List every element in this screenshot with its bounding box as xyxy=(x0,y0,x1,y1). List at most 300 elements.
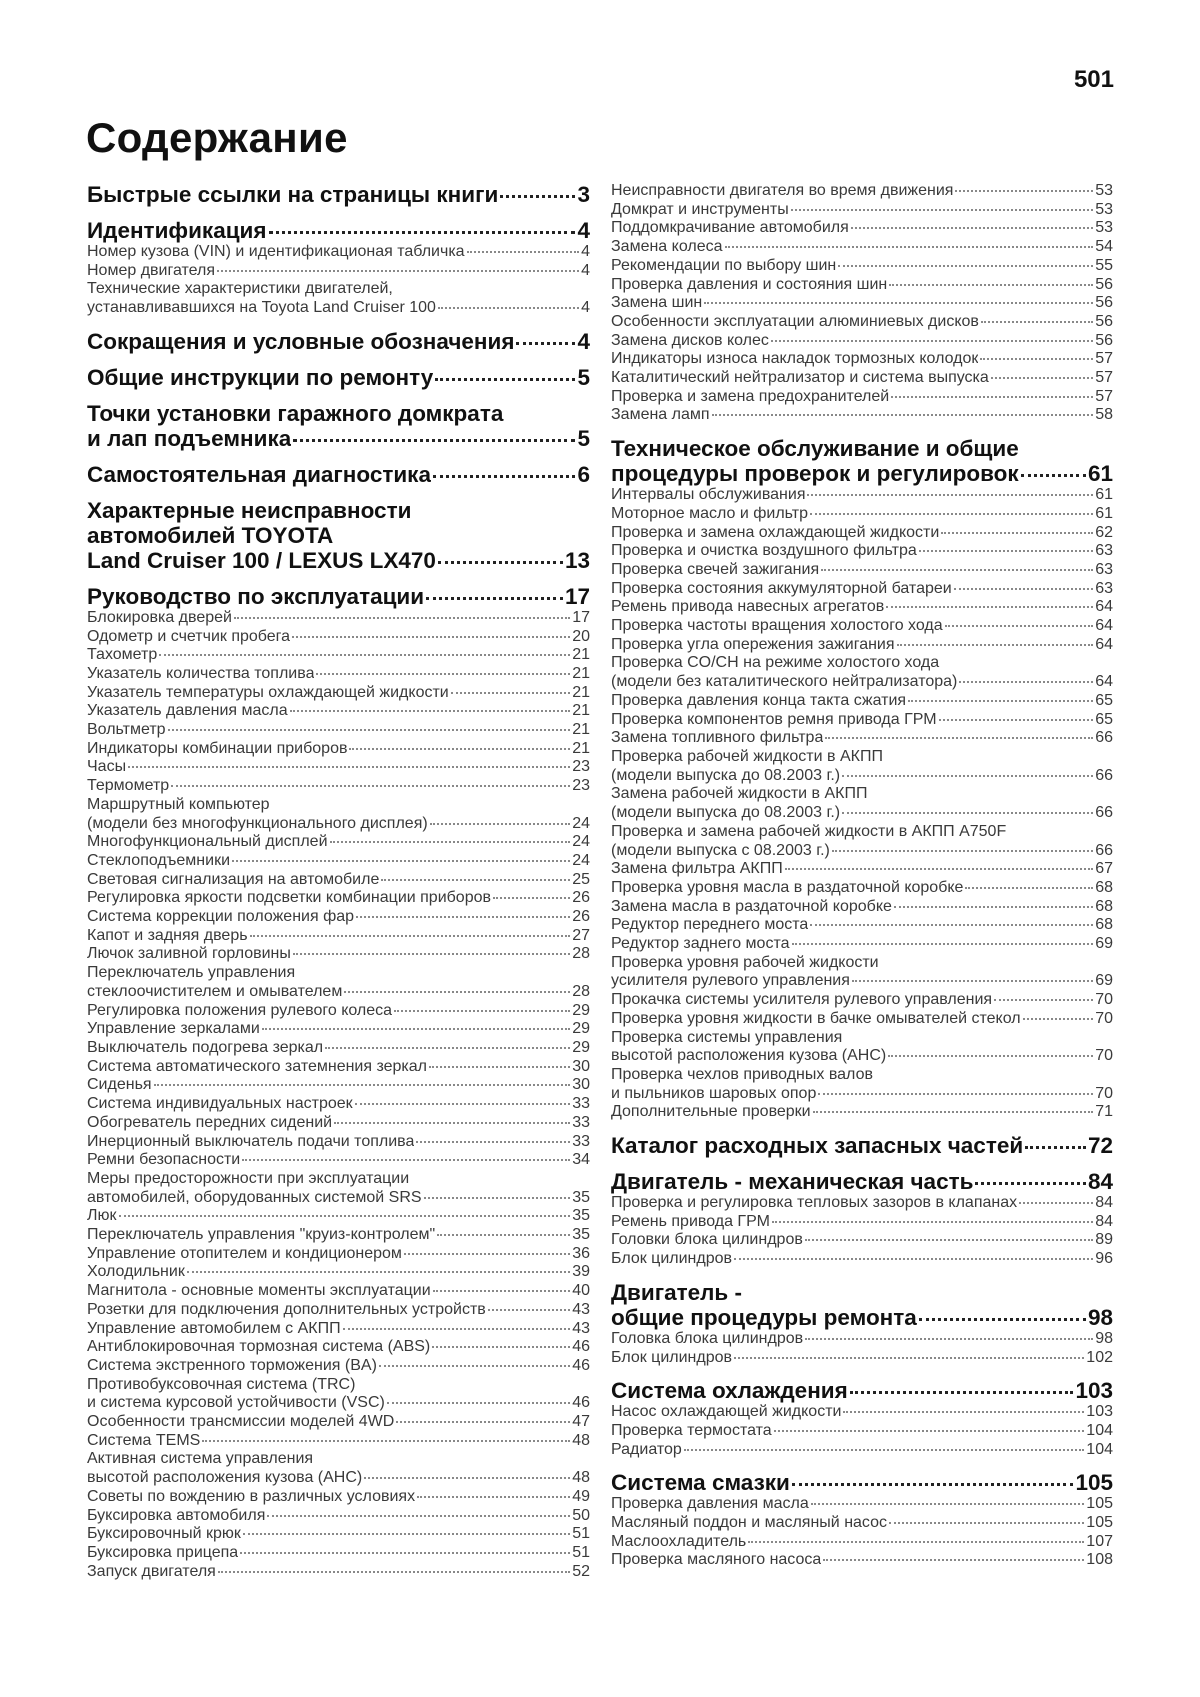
toc-item[interactable] xyxy=(87,1413,590,1432)
entry-title: Инерционный выключатель подачи топлива xyxy=(87,1132,415,1150)
entry-row xyxy=(611,1103,1113,1122)
toc-item[interactable] xyxy=(87,1263,590,1282)
entry-title: Розетки для подключения дополнительных устройств xyxy=(87,1300,486,1318)
toc-item[interactable] xyxy=(87,1563,590,1582)
entry-page-number: 29 xyxy=(572,1020,590,1038)
entry-row xyxy=(611,1349,1113,1368)
toc-item[interactable] xyxy=(611,954,1113,991)
dot-leader xyxy=(433,1290,571,1292)
toc-item[interactable] xyxy=(611,1250,1113,1269)
entry-page-number: 51 xyxy=(572,1543,590,1561)
toc-item[interactable] xyxy=(87,1114,590,1133)
entry-title: Проверка давления масла xyxy=(611,1495,809,1513)
entry-title: Буксировка прицепа xyxy=(87,1543,239,1561)
entry-page-number: 34 xyxy=(572,1151,590,1169)
entry-title: Система TEMS xyxy=(87,1431,201,1449)
section-heading[interactable] xyxy=(611,1378,1113,1403)
entry-row xyxy=(87,758,590,777)
entry-row xyxy=(611,860,1113,879)
entry-page-number: 29 xyxy=(572,1038,590,1056)
entry-row xyxy=(87,684,590,703)
section-heading[interactable] xyxy=(611,436,1113,486)
entry-row xyxy=(87,1525,590,1544)
entry-page-number: 17 xyxy=(564,583,590,609)
entry-title: и лап подъемника xyxy=(87,425,292,451)
entry-row xyxy=(611,542,1113,561)
toc-item[interactable] xyxy=(87,889,590,908)
entry-page-number: 48 xyxy=(572,1431,590,1449)
toc-item[interactable] xyxy=(87,1076,590,1095)
toc-item[interactable] xyxy=(611,1066,1113,1103)
entry-title: Индикаторы комбинации приборов xyxy=(87,739,348,757)
toc-item[interactable] xyxy=(87,1507,590,1526)
entry-page-number: 57 xyxy=(1095,350,1113,368)
toc-section xyxy=(87,401,590,451)
toc-item[interactable] xyxy=(611,692,1113,711)
dot-leader xyxy=(825,737,1093,739)
dot-leader xyxy=(889,1522,1084,1524)
entry-title: Неисправности двигателя во время движения xyxy=(611,182,954,199)
dot-leader xyxy=(851,227,1093,229)
dot-leader xyxy=(792,943,1094,945)
toc-item[interactable] xyxy=(87,628,590,647)
dot-leader xyxy=(975,1182,1086,1185)
toc-section xyxy=(87,498,590,573)
entry-page-number: 43 xyxy=(572,1300,590,1318)
section-heading[interactable] xyxy=(87,329,590,354)
toc-item[interactable] xyxy=(611,785,1113,822)
toc-item[interactable] xyxy=(611,1514,1113,1533)
entry-title-line: автомобилей TOYOTA xyxy=(87,522,334,548)
entry-page-number: 4 xyxy=(581,243,590,260)
toc-item[interactable] xyxy=(611,561,1113,580)
entry-title: Проверка и регулировка тепловых зазоров в клапанах xyxy=(611,1194,1018,1212)
entry-row xyxy=(611,1533,1113,1552)
entry-title: (модели без многофункционального дисплея) xyxy=(87,814,428,832)
toc-item[interactable] xyxy=(87,740,590,759)
dot-leader xyxy=(712,414,1094,416)
section-heading[interactable] xyxy=(611,1133,1113,1158)
entry-row xyxy=(87,1301,590,1320)
entry-row xyxy=(611,1085,1113,1104)
entry-page-number: 64 xyxy=(1095,617,1113,635)
entry-row xyxy=(611,201,1113,220)
toc-item[interactable] xyxy=(611,350,1113,369)
entry-page-number: 52 xyxy=(572,1562,590,1580)
dot-leader xyxy=(1023,1018,1094,1020)
entry-row xyxy=(87,1488,590,1507)
toc-item[interactable] xyxy=(611,1231,1113,1250)
toc-item[interactable] xyxy=(611,542,1113,561)
entry-page-number: 103 xyxy=(1075,1378,1113,1404)
toc-item[interactable] xyxy=(611,729,1113,748)
toc-item[interactable] xyxy=(611,313,1113,332)
dot-leader xyxy=(734,1357,1084,1359)
entry-page-number: 107 xyxy=(1086,1532,1113,1550)
dot-leader xyxy=(202,1440,570,1442)
entry-title: Часы xyxy=(87,758,127,776)
entry-row xyxy=(87,1263,590,1282)
entry-row xyxy=(611,692,1113,711)
entry-page-number: 65 xyxy=(1095,691,1113,709)
entry-title: Регулировка яркости подсветки комбинации приборов xyxy=(87,889,491,907)
toc-item[interactable] xyxy=(611,257,1113,276)
toc-item[interactable] xyxy=(611,580,1113,599)
entry-row xyxy=(611,257,1113,276)
toc-item[interactable] xyxy=(87,1450,590,1487)
toc-item[interactable] xyxy=(87,1226,590,1245)
entry-title-line: Переключатель управления xyxy=(87,964,296,982)
dot-leader xyxy=(842,775,1093,777)
dot-leader xyxy=(955,190,1093,192)
entry-title: Система смазки xyxy=(611,1470,790,1496)
toc-item[interactable] xyxy=(611,1029,1113,1066)
entry-page-number: 36 xyxy=(572,1244,590,1262)
toc-item[interactable] xyxy=(611,711,1113,730)
entry-row xyxy=(611,729,1113,748)
entry-title: Головка блока цилиндров xyxy=(611,1329,804,1347)
entry-page-number: 66 xyxy=(1095,804,1113,822)
entry-row xyxy=(611,1305,1113,1330)
entry-title: Каталог расходных запасных частей xyxy=(611,1133,1024,1159)
section-heading[interactable] xyxy=(87,182,590,207)
section-heading[interactable] xyxy=(87,584,590,609)
dot-leader xyxy=(791,209,1093,211)
dot-leader xyxy=(889,284,1093,286)
entry-row xyxy=(87,927,590,946)
dot-leader xyxy=(240,1552,570,1554)
entry-row xyxy=(87,1394,590,1413)
entry-title: Самостоятельная диагностика xyxy=(87,461,431,487)
toc-item[interactable] xyxy=(87,1020,590,1039)
toc-item[interactable] xyxy=(87,1301,590,1320)
toc-section xyxy=(611,1133,1113,1158)
dot-leader xyxy=(432,1346,570,1348)
section-heading[interactable] xyxy=(87,365,590,390)
entry-page-number: 96 xyxy=(1095,1250,1113,1268)
toc-item[interactable] xyxy=(87,777,590,796)
entry-row xyxy=(87,1095,590,1114)
toc-item[interactable] xyxy=(87,1133,590,1152)
entry-page-number: 23 xyxy=(572,758,590,776)
toc-item[interactable] xyxy=(87,646,590,665)
entry-row xyxy=(611,1495,1113,1514)
toc-item[interactable] xyxy=(611,935,1113,954)
dot-leader xyxy=(838,265,1093,267)
section-heading[interactable] xyxy=(87,462,590,487)
entry-row xyxy=(611,406,1113,425)
entry-page-number: 27 xyxy=(572,926,590,944)
toc-item[interactable] xyxy=(87,702,590,721)
entry-title: Проверка термостата xyxy=(611,1421,772,1439)
dot-leader xyxy=(330,841,571,843)
toc-item[interactable] xyxy=(611,1010,1113,1029)
toc-item[interactable] xyxy=(611,1551,1113,1570)
toc-item[interactable] xyxy=(611,916,1113,935)
section-heading[interactable] xyxy=(611,1280,1113,1330)
entry-title: Световая сигнализация на автомобиле xyxy=(87,870,380,888)
toc-item[interactable] xyxy=(87,1151,590,1170)
section-heading[interactable] xyxy=(611,1169,1113,1194)
entry-page-number: 4 xyxy=(577,328,590,354)
dot-leader xyxy=(981,321,1093,323)
toc-item[interactable] xyxy=(611,1103,1113,1122)
entry-row xyxy=(611,916,1113,935)
entry-title: Индикаторы износа накладок тормозных колодок xyxy=(611,350,979,368)
entry-title: Блок цилиндров xyxy=(611,1250,733,1268)
dot-leader xyxy=(232,860,570,862)
toc-item[interactable] xyxy=(611,201,1113,220)
dot-leader xyxy=(959,681,1093,683)
entry-page-number: 70 xyxy=(1095,1047,1113,1065)
toc-item[interactable] xyxy=(87,927,590,946)
dot-leader xyxy=(218,1571,570,1573)
entry-page-number: 68 xyxy=(1095,878,1113,896)
entry-title-line: Противобуксовочная система (TRC) xyxy=(87,1375,356,1393)
toc-item[interactable] xyxy=(87,1095,590,1114)
entry-title: Особенности трансмиссии моделей 4WD xyxy=(87,1413,395,1431)
entry-title: Особенности эксплуатации алюминиевых дисков xyxy=(611,312,979,330)
dot-leader xyxy=(128,766,570,768)
toc-item[interactable] xyxy=(87,1320,590,1339)
toc-item[interactable] xyxy=(611,369,1113,388)
entry-title: Номер двигателя xyxy=(87,261,216,279)
toc-item[interactable] xyxy=(87,721,590,740)
entry-row xyxy=(611,1194,1113,1213)
toc-section xyxy=(611,1378,1113,1459)
entry-title: Многофункциональный дисплей xyxy=(87,833,328,851)
entry-title: автомобилей, оборудованных системой SRS xyxy=(87,1188,422,1206)
entry-page-number: 64 xyxy=(1095,673,1113,691)
toc-item[interactable] xyxy=(87,1432,590,1451)
entry-row xyxy=(87,1151,590,1170)
dot-leader xyxy=(792,1483,1074,1486)
entry-title: Система индивидуальных настроек xyxy=(87,1095,353,1113)
toc-item[interactable] xyxy=(87,1207,590,1226)
entry-title: Буксировочный крюк xyxy=(87,1525,241,1543)
toc-item[interactable] xyxy=(611,617,1113,636)
toc-item[interactable] xyxy=(87,1357,590,1376)
entry-row xyxy=(87,426,590,451)
entry-title: Замена топливного фильтра xyxy=(611,729,824,747)
entry-title: Замена масла в раздаточной коробке xyxy=(611,897,892,915)
toc-item[interactable] xyxy=(87,684,590,703)
toc-item[interactable] xyxy=(611,219,1113,238)
toc-item[interactable] xyxy=(87,1376,590,1413)
entry-page-number: 69 xyxy=(1095,972,1113,990)
toc-item[interactable] xyxy=(611,388,1113,407)
toc-item[interactable] xyxy=(87,1170,590,1207)
entry-page-number: 35 xyxy=(572,1226,590,1244)
section-heading[interactable] xyxy=(87,498,590,573)
entry-title: Проверка угла опережения зажигания xyxy=(611,635,895,653)
dot-leader xyxy=(772,1221,1093,1223)
entry-title: Магнитола - основные моменты эксплуатации xyxy=(87,1282,431,1300)
toc-item[interactable] xyxy=(87,833,590,852)
toc-item[interactable] xyxy=(611,598,1113,617)
toc-item[interactable] xyxy=(87,1245,590,1264)
toc-item[interactable] xyxy=(87,262,590,281)
entry-row xyxy=(611,842,1113,861)
entry-page-number: 56 xyxy=(1095,312,1113,330)
dot-leader xyxy=(119,1215,571,1217)
entry-row xyxy=(87,1507,590,1526)
dot-leader xyxy=(187,1271,570,1273)
toc-item[interactable] xyxy=(611,1422,1113,1441)
entry-title-line: Проверка и замена рабочей жидкости в АКПП A750F xyxy=(611,822,1007,840)
entry-row xyxy=(87,815,590,834)
dot-leader xyxy=(771,340,1093,342)
dot-leader xyxy=(500,195,575,198)
dot-leader xyxy=(919,1318,1086,1321)
section-heading[interactable] xyxy=(87,218,590,243)
toc-item[interactable] xyxy=(87,280,590,317)
dot-leader xyxy=(168,729,571,731)
dot-leader xyxy=(381,879,570,881)
entry-title: Идентификация xyxy=(87,218,267,243)
toc-item[interactable] xyxy=(611,505,1113,524)
toc-item[interactable] xyxy=(611,991,1113,1010)
toc-item[interactable] xyxy=(611,1403,1113,1422)
dot-leader xyxy=(269,231,576,234)
dot-leader xyxy=(886,606,1093,608)
toc-item[interactable] xyxy=(611,1213,1113,1232)
toc-item[interactable] xyxy=(87,243,590,262)
toc-item[interactable] xyxy=(611,1349,1113,1368)
toc-item[interactable] xyxy=(611,332,1113,351)
entry-page-number: 28 xyxy=(572,982,590,1000)
toc-item[interactable] xyxy=(87,1039,590,1058)
toc-item[interactable] xyxy=(87,609,590,628)
toc-item[interactable] xyxy=(611,898,1113,917)
entry-row xyxy=(611,369,1113,388)
toc-column-right xyxy=(611,182,1113,1570)
entry-title: Проверка уровня масла в раздаточной коробке xyxy=(611,878,964,896)
toc-item[interactable] xyxy=(611,1330,1113,1349)
entry-row xyxy=(87,329,590,354)
toc-item[interactable] xyxy=(87,1488,590,1507)
toc-item[interactable] xyxy=(611,636,1113,655)
toc-item[interactable] xyxy=(87,871,590,890)
toc-item[interactable] xyxy=(611,860,1113,879)
toc-item[interactable] xyxy=(611,486,1113,505)
toc-item[interactable] xyxy=(611,524,1113,543)
dot-leader xyxy=(293,953,570,955)
entry-page-number: 33 xyxy=(572,1095,590,1113)
toc-item[interactable] xyxy=(611,823,1113,860)
entry-title: Проверка уровня жидкости в бачке омывателей стекол xyxy=(611,1009,1021,1027)
toc-item[interactable] xyxy=(87,665,590,684)
dot-leader xyxy=(1025,1146,1086,1149)
toc-item[interactable] xyxy=(611,406,1113,425)
entry-page-number: 66 xyxy=(1095,729,1113,747)
toc-item[interactable] xyxy=(611,294,1113,313)
dot-leader xyxy=(379,1365,570,1367)
toc-item[interactable] xyxy=(611,182,1113,201)
entry-page-number: 98 xyxy=(1095,1329,1113,1347)
entry-page-number: 29 xyxy=(572,1001,590,1019)
toc-section xyxy=(611,436,1113,1122)
entry-page-number: 47 xyxy=(572,1413,590,1431)
entry-title: Указатель давления масла xyxy=(87,702,288,720)
entry-title: усилителя рулевого управления xyxy=(611,972,850,990)
toc-item[interactable] xyxy=(87,1058,590,1077)
dot-leader xyxy=(316,673,570,675)
toc-item[interactable] xyxy=(87,908,590,927)
toc-item[interactable] xyxy=(87,758,590,777)
dot-leader xyxy=(293,439,575,442)
entry-title: высотой расположения кузова (AHC) xyxy=(611,1047,887,1065)
entry-page-number: 65 xyxy=(1095,710,1113,728)
entry-row xyxy=(611,1514,1113,1533)
toc-item[interactable] xyxy=(87,964,590,1001)
toc-item[interactable] xyxy=(611,276,1113,295)
entry-title: Холодильник xyxy=(87,1263,185,1281)
entry-title: Двигатель - механическая часть xyxy=(611,1169,974,1195)
toc-item[interactable] xyxy=(611,1495,1113,1514)
entry-title: Советы по вождению в различных условиях xyxy=(87,1487,416,1505)
entry-page-number: 103 xyxy=(1086,1403,1113,1421)
toc-item[interactable] xyxy=(87,1282,590,1301)
entry-page-number: 17 xyxy=(572,608,590,626)
toc-item[interactable] xyxy=(611,1194,1113,1213)
dot-leader xyxy=(343,1328,571,1330)
entry-page-number: 21 xyxy=(572,739,590,757)
entry-title: Рекомендации по выбору шин xyxy=(611,256,837,274)
section-heading[interactable] xyxy=(87,401,590,451)
entry-title: Регулировка положения рулевого колеса xyxy=(87,1001,393,1019)
toc-item[interactable] xyxy=(611,1533,1113,1552)
dot-leader xyxy=(832,850,1093,852)
toc-item[interactable] xyxy=(611,1441,1113,1460)
toc-item[interactable] xyxy=(87,945,590,964)
toc-item[interactable] xyxy=(87,1544,590,1563)
entry-row xyxy=(611,636,1113,655)
toc-item[interactable] xyxy=(87,1338,590,1357)
entry-row xyxy=(87,1432,590,1451)
entry-row xyxy=(611,1378,1113,1403)
entry-title-line: Меры предосторожности при эксплуатации xyxy=(87,1169,410,1187)
dot-leader xyxy=(243,1533,570,1535)
entry-row xyxy=(611,617,1113,636)
entry-page-number: 5 xyxy=(577,364,590,390)
dot-leader xyxy=(430,823,571,825)
toc-item[interactable] xyxy=(87,1525,590,1544)
toc-item[interactable] xyxy=(87,852,590,871)
entry-title: Редуктор заднего моста xyxy=(611,935,790,953)
toc-item[interactable] xyxy=(611,238,1113,257)
entry-title: Общие инструкции по ремонту xyxy=(87,364,434,390)
entry-page-number: 62 xyxy=(1095,523,1113,541)
dot-leader xyxy=(438,561,563,564)
toc-item[interactable] xyxy=(611,879,1113,898)
entry-row xyxy=(87,1338,590,1357)
entry-row xyxy=(87,945,590,964)
entry-page-number: 104 xyxy=(1086,1421,1113,1439)
toc-item[interactable] xyxy=(87,796,590,833)
entry-page-number: 84 xyxy=(1095,1212,1113,1230)
entry-page-number: 69 xyxy=(1095,935,1113,953)
toc-item[interactable] xyxy=(611,748,1113,785)
entry-row xyxy=(87,1469,590,1488)
toc-item[interactable] xyxy=(611,654,1113,691)
section-heading[interactable] xyxy=(611,1470,1113,1495)
entry-page-number: 26 xyxy=(572,889,590,907)
entry-page-number: 5 xyxy=(577,425,590,451)
entry-page-number: 55 xyxy=(1095,256,1113,274)
toc-item[interactable] xyxy=(87,1002,590,1021)
entry-title: Обогреватель передних сидений xyxy=(87,1113,333,1131)
